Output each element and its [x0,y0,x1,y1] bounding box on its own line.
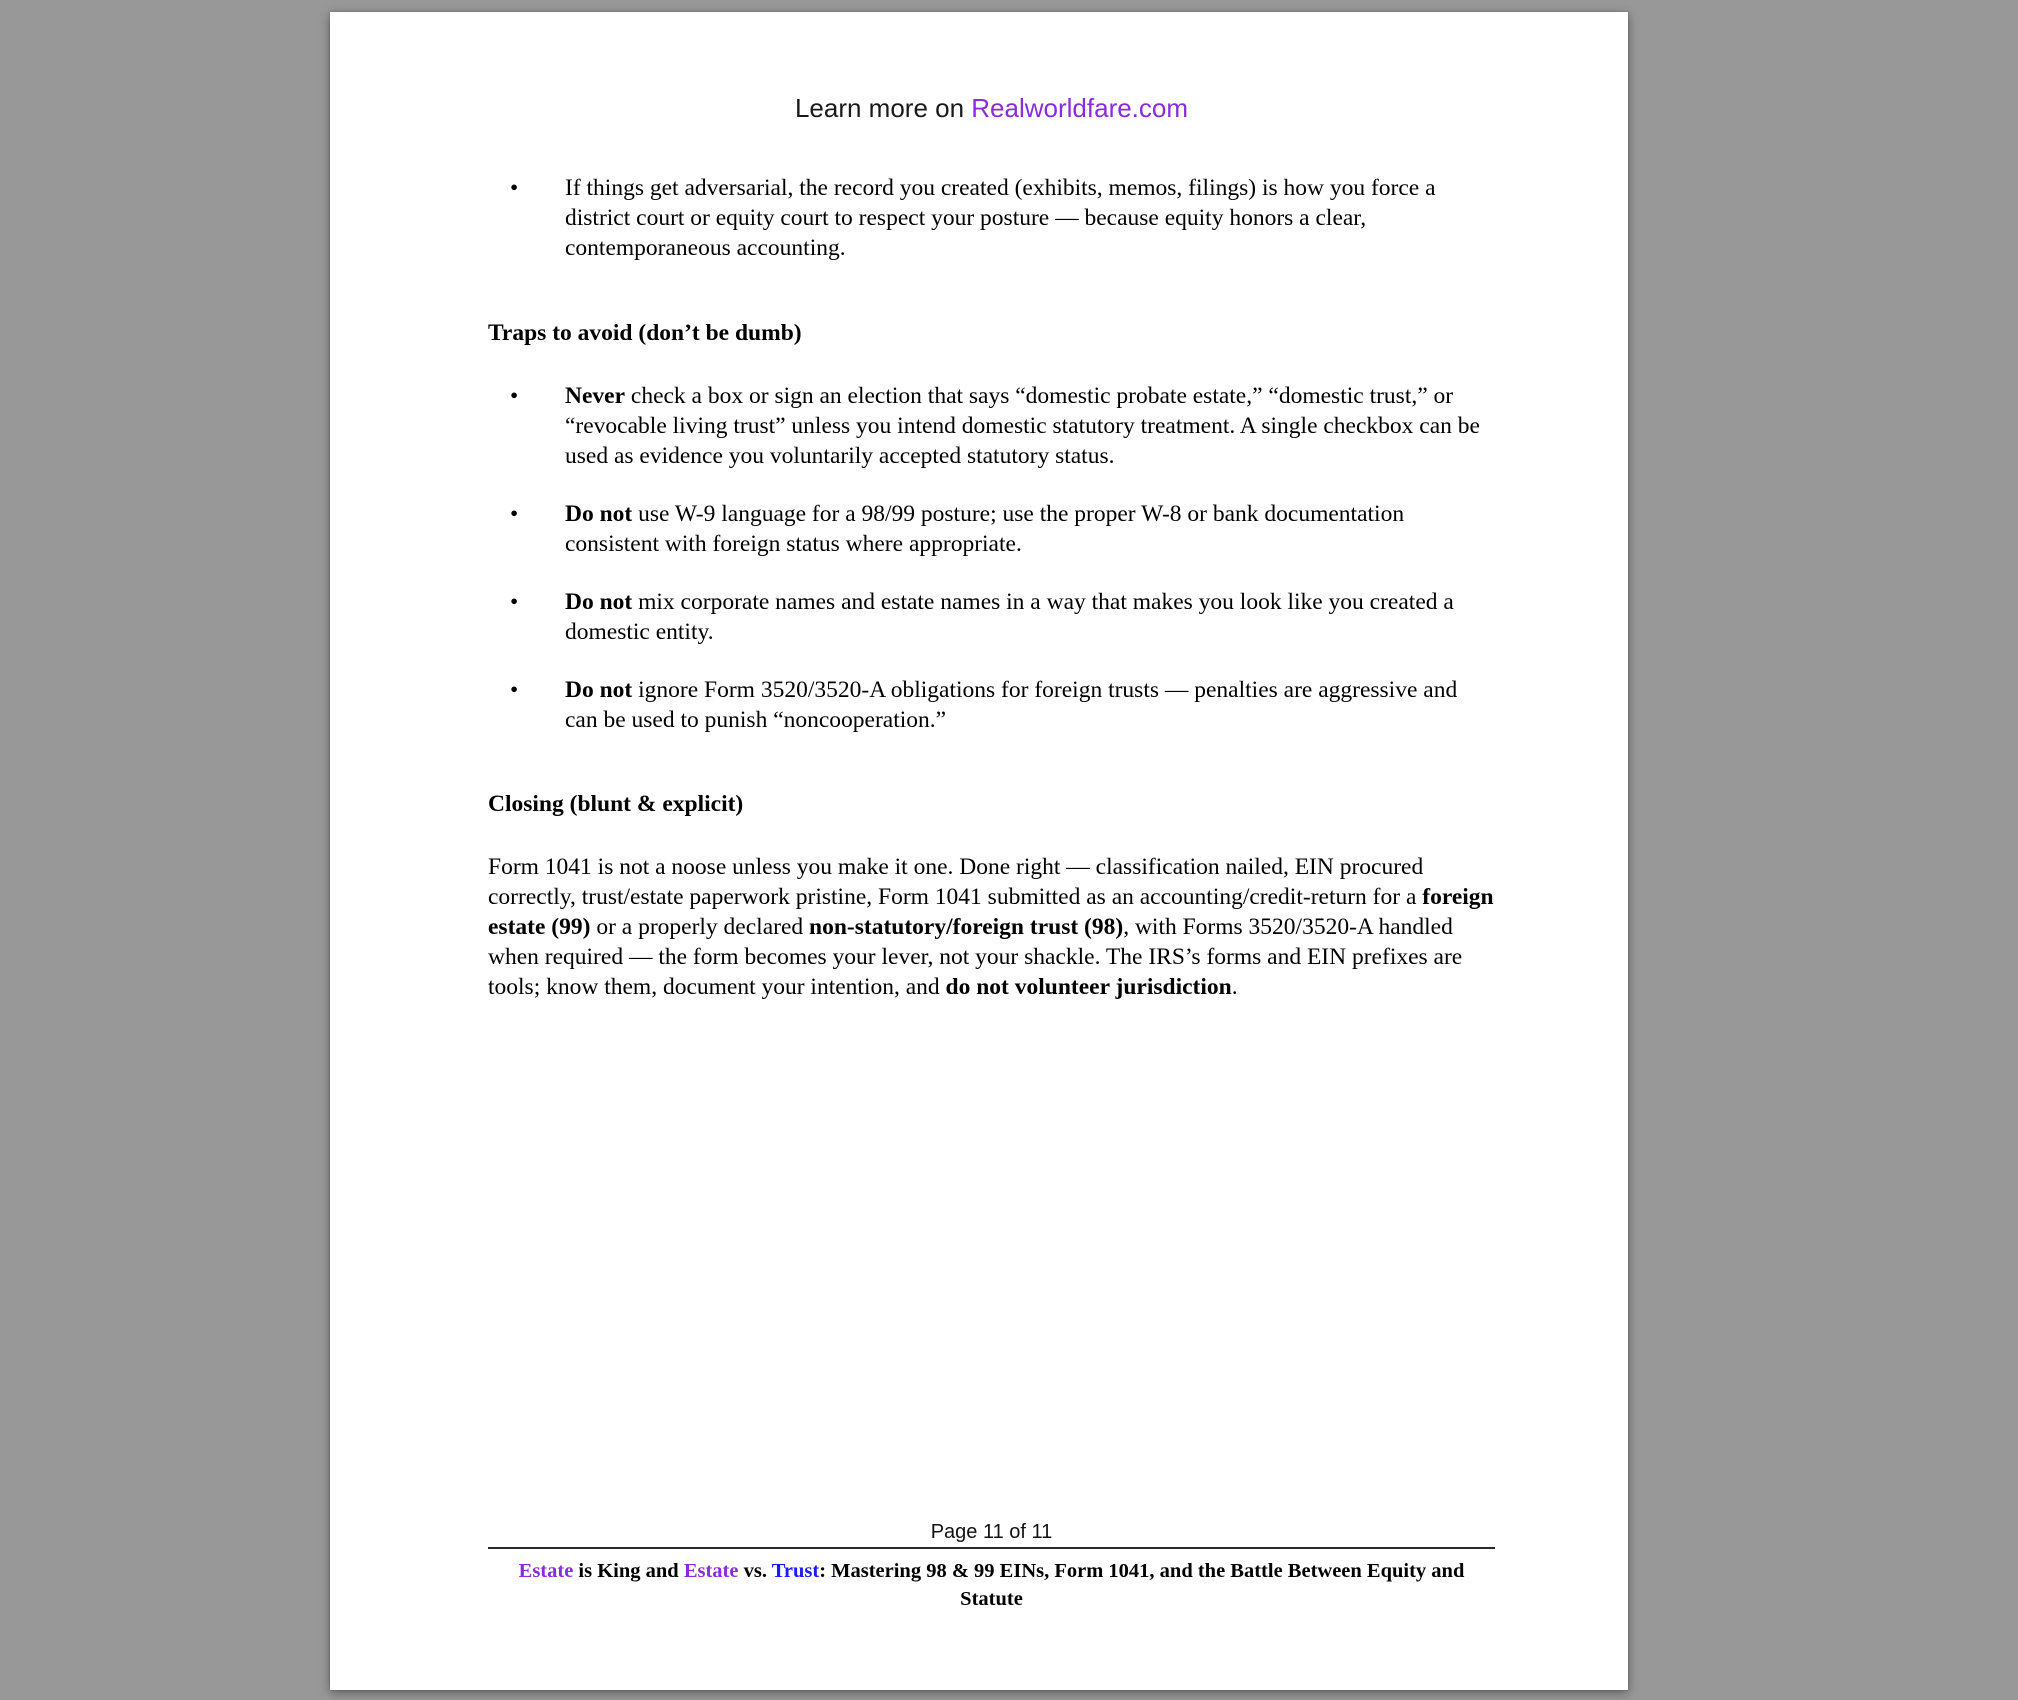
bullet-text [565,589,1454,645]
text-segment: do not volunteer jurisdiction [945,974,1232,1000]
text-segment: ignore Form 3520/3520-A obligations for foreign trusts — penalties are aggressive and can be used to punish “noncooperation.” [565,677,1458,733]
text-segment: check a box or sign an election that says “domestic probate estate,” “domestic trust,” or “revocable living trust” unless you intend domestic statutory treatment. A single checkbox can be used as evidence you voluntarily accepted statutory status. [565,383,1480,469]
bullet-dot-icon [510,675,518,705]
text-segment: foreign estate (99) [488,884,1494,940]
text-segment: or a properly declared [590,914,810,940]
text-segment: Estate [518,1560,574,1582]
bullet-text [565,383,1480,469]
text-segment: Do not [565,589,633,615]
bullet-item [488,173,1495,263]
text-segment: use W-9 language for a 98/99 posture; use the proper W-8 or bank documentation consistent with foreign status where appropriate. [565,501,1405,557]
bullet-dot-icon [510,499,518,529]
intro-bullet-list [488,173,1495,263]
bullet-item [488,675,1495,735]
text-segment: vs. [738,1560,772,1582]
text-segment: : Mastering 98 & 99 EINs, Form 1041, and the Battle Between Equity and Statute [819,1560,1465,1610]
page-number: Page 11 of 11 [930,1521,1053,1543]
text-segment: mix corporate names and estate names in a way that makes you look like you created a domestic entity. [565,589,1454,645]
bullet-text [565,175,1436,261]
bullet-item [488,381,1495,471]
document-footer [488,1520,1495,1613]
text-segment: Form 1041 is not a noose unless you make it one. Done right — classification nailed, EIN procured correctly, trust/estate paperwork pristine, Form 1041 submitted as an accounting/credit-return for a [488,854,1424,910]
text-segment: . [1231,974,1238,1000]
bullet-dot-icon [510,381,518,411]
document-header [488,12,1495,124]
text-segment: , with Forms 3520/3520-A handled when required — the form becomes your lever, not your shackle. The IRS’s forms and EIN prefixes are tools; know them, document your intention, and [488,914,1463,1000]
bullet-item [488,587,1495,647]
closing-paragraph [488,852,1495,1002]
footer-divider [488,1547,1495,1549]
bullet-item [488,499,1495,559]
text-segment: Do not [565,501,633,527]
text-segment: Do not [565,677,633,703]
realworldfare-link[interactable]: Realworldfare.com [971,93,1189,123]
text-segment: Trust [771,1560,820,1582]
bullet-text [565,677,1457,733]
bullet-dot-icon [510,173,518,203]
text-segment: Estate [683,1560,739,1582]
traps-bullet-list [488,381,1495,735]
text-segment: If things get adversarial, the record you created (exhibits, memos, filings) is how you force a district court or equity court to respect your posture — because equity honors a clear, contemporaneous accounting. [565,175,1436,261]
text-segment: Never [565,383,626,409]
closing-section-heading: Closing (blunt & explicit) [488,791,744,817]
traps-section-heading: Traps to avoid (don’t be dumb) [488,320,802,346]
bullet-text [565,501,1404,557]
bullet-dot-icon [510,587,518,617]
footer-title [488,1557,1495,1613]
document-page [330,12,1628,1690]
header-label: Learn more on [794,93,972,123]
text-segment: non-statutory/foreign trust (98) [809,914,1124,940]
text-segment: is King and [573,1560,684,1582]
